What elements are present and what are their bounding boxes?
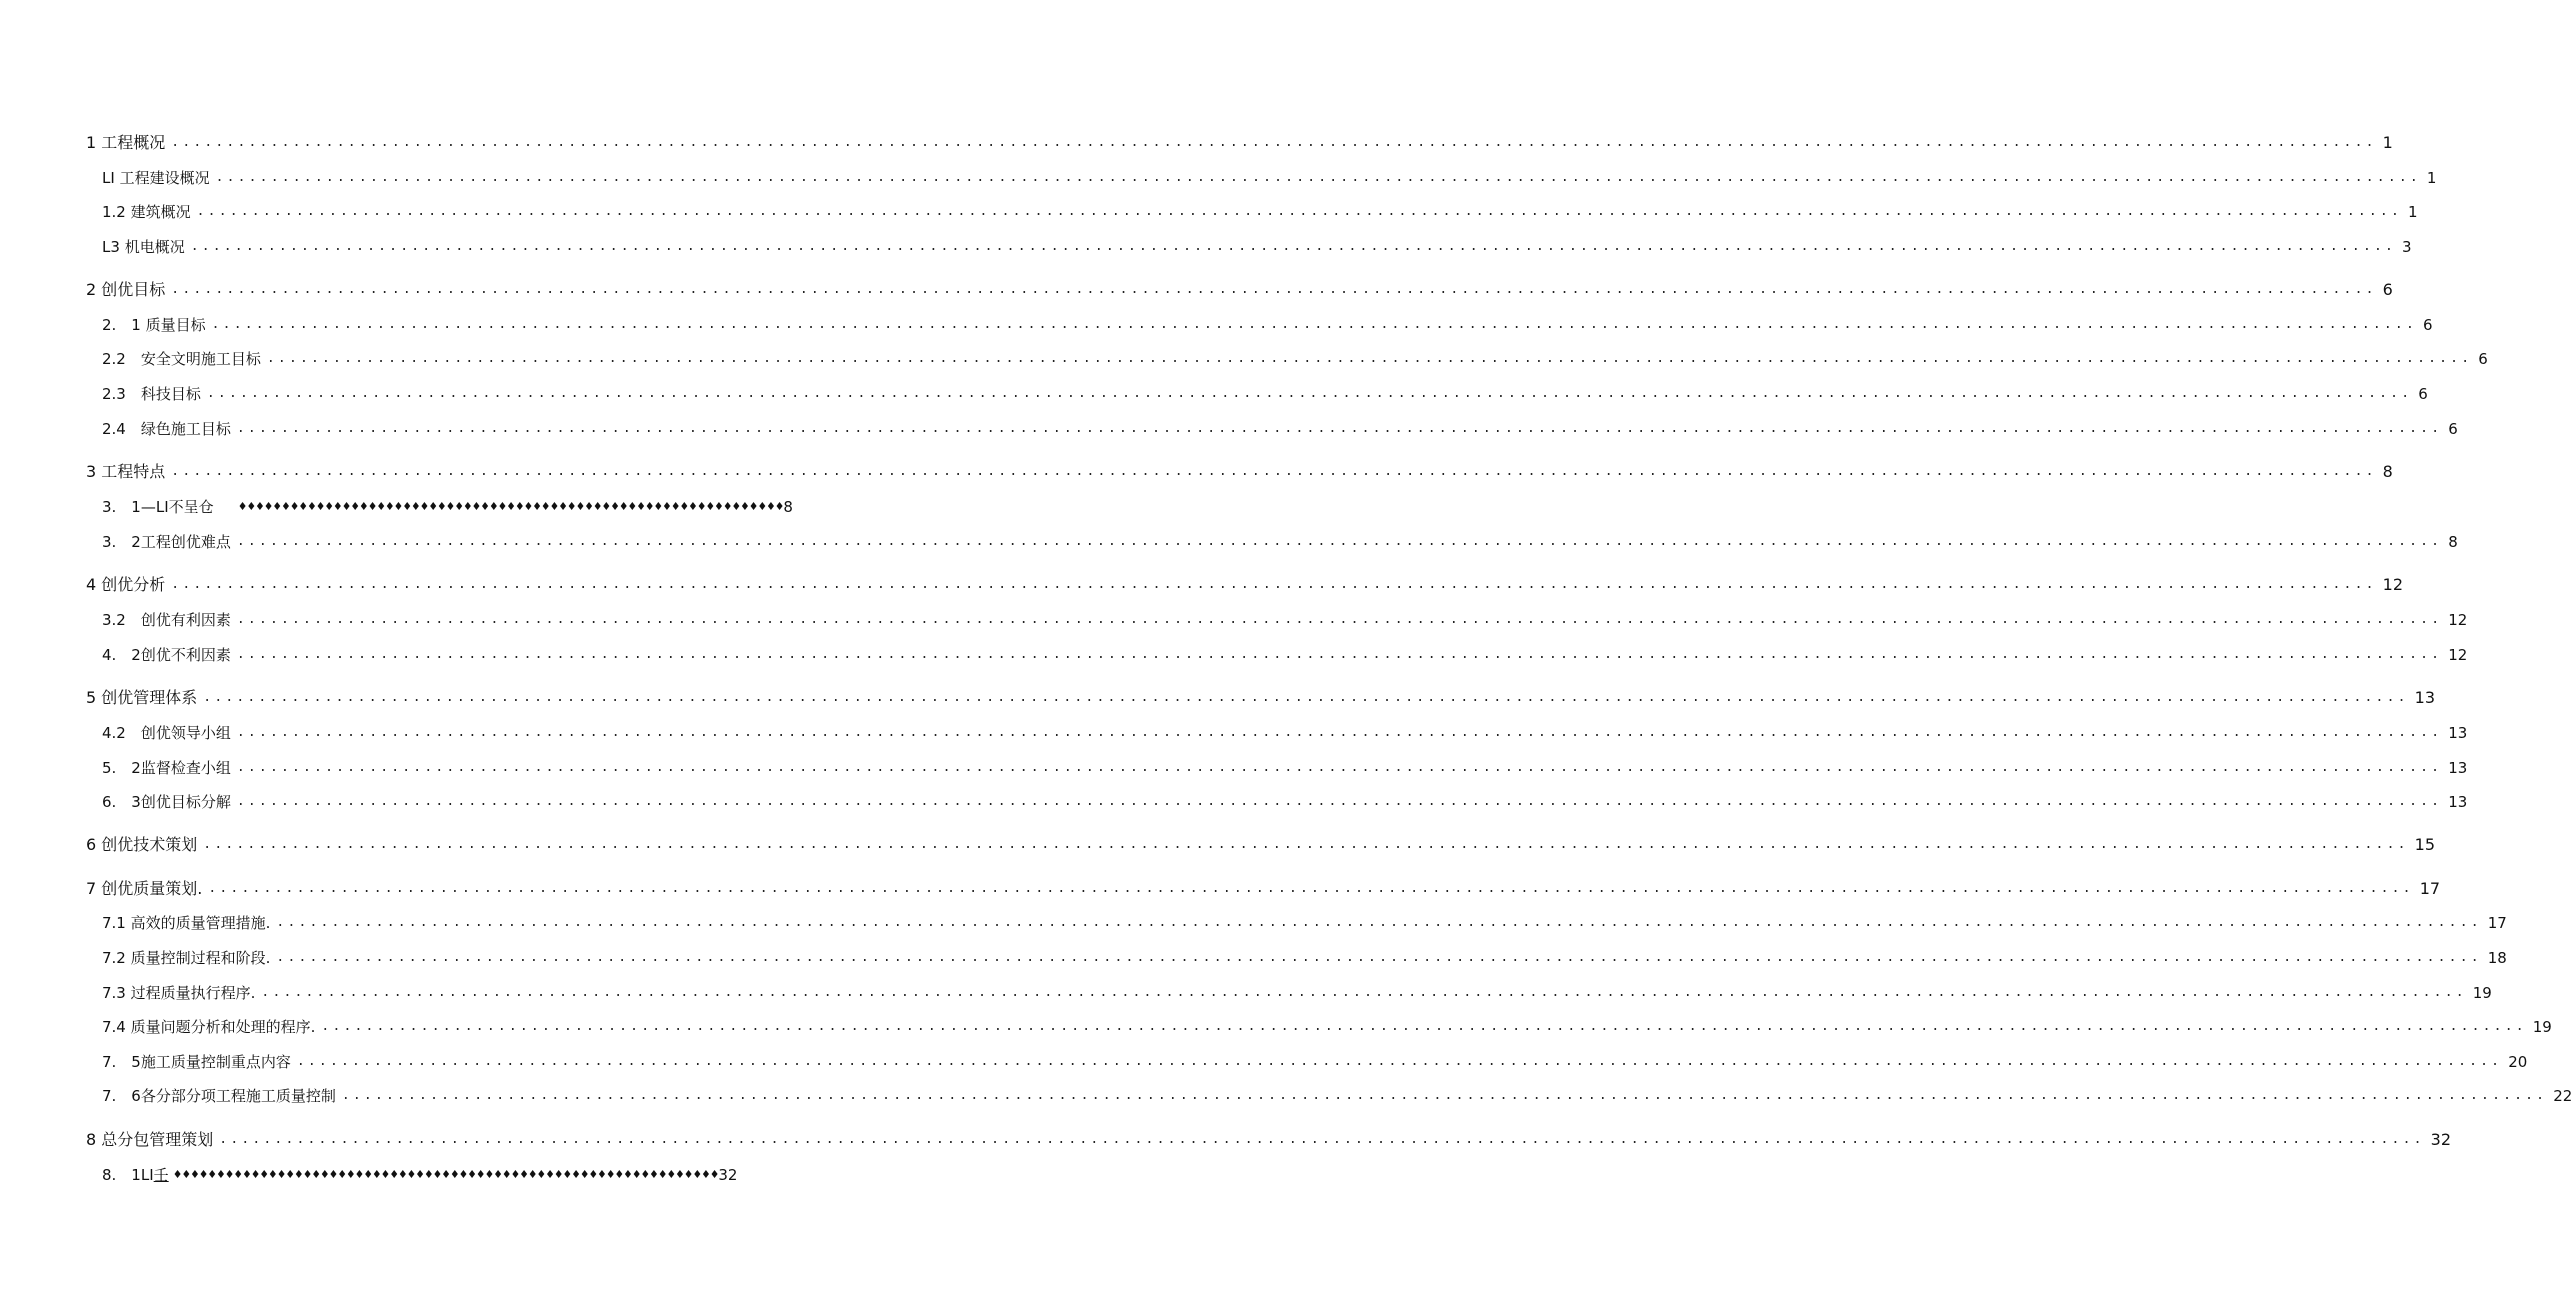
toc-entry[interactable] [102, 347, 2488, 371]
toc-dot-leader: ........................................................................................................................................................................................................ [190, 239, 2397, 254]
toc-entry[interactable] [102, 417, 2458, 441]
toc-page-number: 3 [2402, 238, 2412, 256]
toc-dot-leader: ........................................................................................................................................................................................................ [276, 950, 2482, 965]
toc-entry-title: LI 工程建设概况 [102, 169, 210, 187]
toc-page-number: 13 [2448, 793, 2468, 811]
toc-dot-leader: ........................................................................................................................................................................................................ [171, 282, 2377, 297]
toc-entry-title: 3. 1—LI不呈仓 [102, 498, 214, 516]
toc-page-number: 6 [2423, 316, 2433, 334]
toc-entry-title: 7.3 过程质量执行程序. [102, 984, 256, 1002]
toc-entry[interactable] [102, 1050, 2528, 1074]
toc-dot-leader: ........................................................................................................................................................................................................ [266, 351, 2473, 366]
toc-dot-leader: ........................................................................................................................................................................................................ [236, 421, 2443, 436]
toc-entry-title: 1.2 建筑概况 [102, 203, 191, 221]
toc-entry[interactable] [102, 643, 2468, 667]
toc-entry-title: 1 工程概况 [86, 133, 166, 152]
toc-entry[interactable] [86, 131, 2393, 155]
toc-dot-leader: ........................................................................................................................................................................................................ [208, 881, 2414, 896]
toc-entry-title: 4. 2创优不利因素 [102, 646, 231, 664]
toc-entry-title: 2.2 安全文明施工目标 [102, 350, 261, 368]
toc-dot-leader: ........................................................................................................................................................................................................ [206, 386, 2413, 401]
toc-entry[interactable] [102, 946, 2507, 970]
toc-entry[interactable] [102, 981, 2492, 1005]
toc-entry[interactable] [102, 608, 2468, 632]
toc-entry-title: 2.3 科技目标 [102, 385, 201, 403]
toc-page-number: 6 [2382, 280, 2393, 299]
toc-entry[interactable] [86, 460, 2393, 484]
toc-page-number: 1 [2408, 203, 2418, 221]
toc-entry-title: 2.4 绿色施工目标 [102, 420, 231, 438]
toc-entry-title: 5. 2监督检查小组 [102, 759, 231, 777]
toc-page-number: 22 [2553, 1087, 2572, 1105]
toc-diamond-leader: ♦♦♦♦♦♦♦♦♦♦♦♦♦♦♦♦♦♦♦♦♦♦♦♦♦♦♦♦♦♦♦♦♦♦♦♦♦♦♦♦♦♦♦♦♦♦♦♦♦♦♦♦♦♦♦♦♦♦♦♦♦♦♦ [237, 500, 784, 513]
toc-entry-title: 2. 1 质量目标 [102, 316, 206, 334]
toc-entry[interactable] [102, 756, 2468, 780]
toc-page-number: 6 [2478, 350, 2488, 368]
toc-entry[interactable] [86, 877, 2441, 901]
toc-entry-title: 8 总分包管理策划 [86, 1130, 214, 1149]
toc-dot-leader: ........................................................................................................................................................................................................ [261, 985, 2467, 1000]
toc-entry-title: 4.2 创优领导小组 [102, 724, 231, 742]
toc-entry-title: 7 创优质量策划. [86, 879, 203, 898]
toc-diamond-leader: ♦♦♦♦♦♦♦♦♦♦♦♦♦♦♦♦♦♦♦♦♦♦♦♦♦♦♦♦♦♦♦♦♦♦♦♦♦♦♦♦♦♦♦♦♦♦♦♦♦♦♦♦♦♦♦♦♦♦♦♦♦♦♦ [172, 1168, 719, 1181]
toc-page-number: 1 [2382, 133, 2393, 152]
toc-dot-leader: ........................................................................................................................................................................................................ [203, 690, 2409, 705]
toc-page-number: 12 [2382, 575, 2403, 594]
toc-dot-leader: ........................................................................................................................................................................................................ [211, 317, 2417, 332]
toc-entry[interactable] [86, 278, 2393, 302]
toc-page-number: 17 [2487, 914, 2507, 932]
toc-dot-leader: ........................................................................................................................................................................................................ [215, 170, 2421, 185]
toc-page-number: 32 [718, 1166, 738, 1184]
toc-page-number: 8 [783, 498, 793, 516]
toc-page-number: 13 [2414, 688, 2435, 707]
toc-entry[interactable] [102, 911, 2507, 935]
toc-entry[interactable] [102, 1163, 737, 1187]
toc-dot-leader: ........................................................................................................................................................................................................ [236, 612, 2443, 627]
toc-entry-title: 2 创优目标 [86, 280, 166, 299]
toc-entry[interactable] [102, 382, 2428, 406]
toc-entry-title: 8. 1LI壬 [102, 1166, 169, 1184]
toc-page-number: 19 [2532, 1018, 2552, 1036]
toc-dot-leader: ........................................................................................................................................................................................................ [236, 725, 2443, 740]
toc-entry-title: 4 创优分析 [86, 575, 166, 594]
toc-dot-leader: ........................................................................................................................................................................................................ [236, 647, 2443, 662]
toc-entry[interactable] [86, 833, 2435, 857]
toc-entry[interactable] [102, 1015, 2552, 1039]
toc-entry[interactable] [102, 530, 2458, 554]
toc-dot-leader: ........................................................................................................................................................................................................ [236, 534, 2443, 549]
toc-dot-leader: ........................................................................................................................................................................................................ [171, 135, 2377, 150]
toc-page-number: 18 [2487, 949, 2507, 967]
toc-page-number: 17 [2419, 879, 2441, 898]
toc-page-number: 13 [2448, 759, 2468, 777]
toc-entry[interactable] [102, 790, 2468, 814]
toc-entry-title: 7. 5施工质量控制重点内容 [102, 1053, 291, 1071]
toc-page-number: 6 [2448, 420, 2458, 438]
toc-dot-leader: ........................................................................................................................................................................................................ [196, 204, 2402, 219]
toc-entry-title: 3. 2工程创优难点 [102, 533, 231, 551]
toc-entry[interactable] [102, 166, 2437, 190]
toc-dot-leader: ........................................................................................................................................................................................................ [219, 1132, 2425, 1147]
toc-page-number: 8 [2448, 533, 2458, 551]
toc-dot-leader: ........................................................................................................................................................................................................ [341, 1088, 2548, 1103]
toc-dot-leader: ........................................................................................................................................................................................................ [236, 760, 2443, 775]
toc-dot-leader: ........................................................................................................................................................................................................ [171, 464, 2377, 479]
toc-entry[interactable] [102, 1084, 2572, 1108]
toc-page-number: 13 [2448, 724, 2468, 742]
toc-entry-title: 7. 6各分部分项工程施工质量控制 [102, 1087, 336, 1105]
toc-entry[interactable] [102, 313, 2433, 337]
toc-dot-leader: ........................................................................................................................................................................................................ [203, 837, 2409, 852]
toc-page-number: 1 [2426, 169, 2437, 187]
toc-page-number: 32 [2430, 1130, 2451, 1149]
toc-entry[interactable] [102, 721, 2468, 745]
toc-entry-title: 6. 3创优目标分解 [102, 793, 231, 811]
toc-page-number: 19 [2472, 984, 2492, 1002]
toc-entry[interactable] [86, 1128, 2451, 1152]
toc-entry-title: 3 工程特点 [86, 462, 166, 481]
toc-entry-title: 5 创优管理体系 [86, 688, 198, 707]
toc-dot-leader: ........................................................................................................................................................................................................ [276, 915, 2482, 930]
toc-page-number: 20 [2508, 1053, 2528, 1071]
toc-entry-title: 7.4 质量问题分析和处理的程序. [102, 1018, 316, 1036]
toc-page-number: 8 [2382, 462, 2393, 481]
toc-entry-title: 7.1 高效的质量管理措施. [102, 914, 271, 932]
toc-entry[interactable] [102, 200, 2418, 224]
toc-page-number: 15 [2414, 835, 2435, 854]
toc-entry-title: 3.2 创优有利因素 [102, 611, 231, 629]
toc-dot-leader: ........................................................................................................................................................................................................ [296, 1054, 2503, 1069]
toc-entry[interactable] [102, 495, 793, 519]
toc-entry[interactable] [86, 573, 2403, 597]
toc-entry[interactable] [102, 235, 2412, 259]
toc-page-number: 6 [2418, 385, 2428, 403]
toc-dot-leader: ........................................................................................................................................................................................................ [321, 1019, 2527, 1034]
toc-page-number: 12 [2448, 611, 2468, 629]
toc-entry-title: L3 机电概况 [102, 238, 185, 256]
toc-dot-leader: ........................................................................................................................................................................................................ [236, 794, 2443, 809]
toc-page-number: 12 [2448, 646, 2468, 664]
toc-entry[interactable] [86, 686, 2435, 710]
toc-entry-title: 6 创优技术策划 [86, 835, 198, 854]
toc-dot-leader: ........................................................................................................................................................................................................ [171, 577, 2377, 592]
toc-entry-title: 7.2 质量控制过程和阶段. [102, 949, 271, 967]
